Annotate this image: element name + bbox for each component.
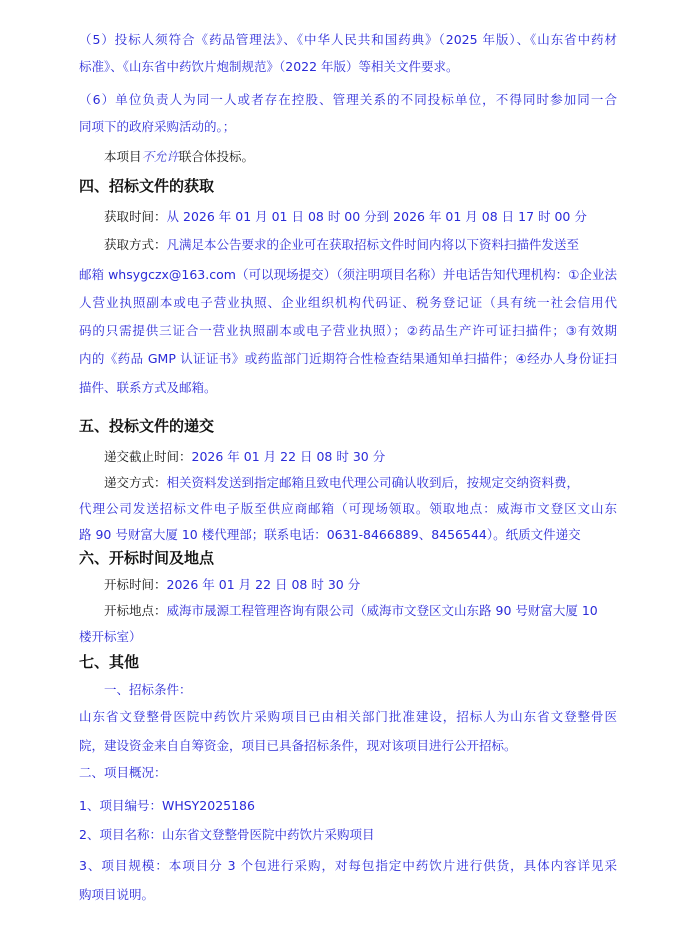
project-scale-line-2: 购项目说明。 xyxy=(79,887,155,902)
requirement-5-line-2: 标准》、《山东省中药饮片炮制规范》（2022 年版）等相关文件要求。 xyxy=(79,59,459,74)
tender-conditions-line-2: 院，建设资金来自自筹资金，项目已具备招标条件，现对该项目进行公开招标。 xyxy=(79,738,517,753)
acquire-method-line-1: 获取方式：凡满足本公告要求的企业可在获取招标文件时间内将以下资料扫描件发送至 xyxy=(104,237,580,252)
opening-time: 开标时间：2026 年 01 月 22 日 08 时 30 分 xyxy=(104,577,361,592)
acquire-method-line-5: 内的《药品 GMP 认证证书》或药监部门近期符合性检查结果通知单扫描件；④经办人身份证扫 xyxy=(79,351,617,366)
project-name: 2、项目名称：山东省文登整骨医院中药饮片采购项目 xyxy=(79,827,375,842)
section-5-heading: 五、投标文件的递交 xyxy=(79,417,215,435)
submit-method-line-3: 路 90 号财富大厦 10 楼代理部；联系电话：0631-8466889、8456544）。纸质文件递交 xyxy=(79,527,581,542)
opening-place-line-1: 开标地点：威海市晟源工程管理咨询有限公司（威海市文登区文山东路 90 号财富大厦 10 xyxy=(104,603,598,618)
project-scale-line-1: 3、项目规模：本项目分 3 个包进行采购，对每包指定中药饮片进行供货，具体内容详见采 xyxy=(79,858,617,873)
acquire-time: 获取时间：从 2026 年 01 月 01 日 08 时 00 分到 2026 年 01 月 08 日 17 时 00 分 xyxy=(104,209,587,224)
section-7-heading: 七、其他 xyxy=(79,653,140,671)
submit-deadline: 递交截止时间：2026 年 01 月 22 日 08 时 30 分 xyxy=(104,449,386,464)
acquire-method-line-6: 描件、联系方式及邮箱。 xyxy=(79,380,217,395)
acquire-method-line-4: 码的只需提供三证合一营业执照副本或电子营业执照）；②药品生产许可证扫描件；③有效期 xyxy=(79,323,617,338)
project-overview-title: 二、项目概况： xyxy=(79,765,167,780)
acquire-method-line-3: 人营业执照副本或电子营业执照、企业组织机构代码证、税务登记证（具有统一社会信用代 xyxy=(79,295,617,310)
requirement-5-line-1: （5）投标人须符合《药品管理法》、《中华人民共和国药典》（2025 年版）、《山东省中药材 xyxy=(79,32,617,47)
section-6-heading: 六、开标时间及地点 xyxy=(79,549,215,567)
opening-place-line-2: 楼开标室） xyxy=(79,629,142,644)
requirement-6-line-2: 同项下的政府采购活动的。； xyxy=(79,119,236,134)
tender-conditions-title: 一、招标条件： xyxy=(104,682,192,697)
requirement-6-line-1: （6）单位负责人为同一人或者存在控股、管理关系的不同投标单位，不得同时参加同一合 xyxy=(79,92,617,107)
section-4-heading: 四、招标文件的获取 xyxy=(79,177,215,195)
acquire-method-line-2: 邮箱 whsygczx@163.com（可以现场提交）（须注明项目名称）并电话告知代理机构：①企业法 xyxy=(79,267,617,282)
submit-method-line-1: 递交方式：相关资料发送到指定邮箱且致电代理公司确认收到后，按规定交纳资料费， xyxy=(104,475,580,490)
tender-conditions-line-1: 山东省文登整骨医院中药饮片采购项目已由相关部门批准建设，招标人为山东省文登整骨医 xyxy=(79,709,617,724)
submit-method-line-2: 代理公司发送招标文件电子版至供应商邮箱（可现场领取。领取地点：威海市文登区文山东 xyxy=(79,501,617,516)
project-number: 1、项目编号：WHSY2025186 xyxy=(79,798,255,813)
consortium-note: 本项目不允许联合体投标。 xyxy=(104,149,255,164)
